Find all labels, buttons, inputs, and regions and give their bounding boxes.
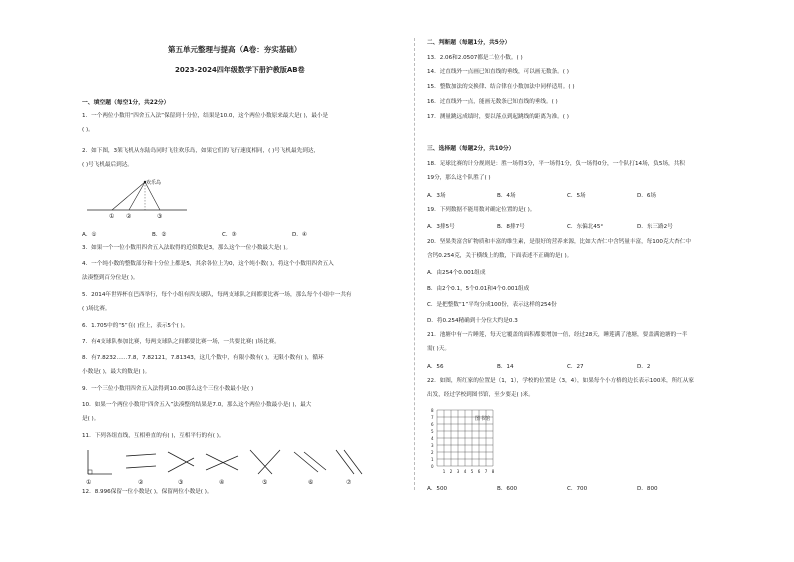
- question-8-line-2: 小数是( )，最大的数是( )。: [82, 369, 151, 375]
- judge-16: 16．过直线外一点，能画无数条已知直线的垂线。( ): [427, 99, 558, 105]
- grid-y-label: 7: [431, 415, 434, 420]
- route-3: [145, 182, 160, 210]
- question-2-line-1: 2．如下图，3架飞机从东陆岛同时飞往欢乐岛，如果它们的飞行速度相同，( )号飞机最先到达，: [82, 148, 320, 154]
- c20-option-d: D．将0.254精确到十分位大约是0.3: [427, 318, 518, 324]
- choice-20-line-2: 含钙0.254克，关于横线上的数，下面表述不正确的是( )。: [427, 253, 573, 259]
- pair-2-line-b: [126, 466, 156, 468]
- c18-option-a: A．3场: [427, 193, 446, 199]
- c22-option-b: B．600: [497, 486, 518, 492]
- judge-15: 15．整数加法的交换律、结合律在小数加法中同样适用。( ): [427, 84, 575, 90]
- pair-7-line-a: [336, 450, 354, 474]
- grid-x-label: 4: [463, 469, 467, 474]
- question-4-line-2: 法凑整到百分位是( )。: [82, 275, 139, 281]
- pair-4-label: ④: [219, 479, 225, 486]
- judge-14: 14．过直线外一点画已知直线的垂线，可以画无数条。( ): [427, 69, 569, 75]
- pair-1-label: ①: [86, 479, 92, 486]
- happy-island-label: 欢乐岛: [146, 180, 162, 186]
- grid-y-label: 1: [431, 457, 434, 462]
- c19-option-c: C．东偏北45°: [567, 224, 604, 230]
- choice-21-line-1: 21．池塘中有一片睡莲，每天它覆盖的面积都要增加一倍，经过28天，睡莲满了池塘，要盖满池塘的一半: [427, 332, 688, 338]
- plane-1-mark: ①: [109, 213, 115, 220]
- c22-option-c: C．700: [567, 486, 588, 492]
- choice-22-line-1: 22．如图，所红家的位置是（1，1），学校的位置是（3，4），如果每个小方格的边长表示100米，所红从家: [427, 378, 694, 384]
- right-angle-mark: [88, 470, 92, 474]
- section-fill-blank-heading: 一、填空题（每空1分，共22分）: [82, 100, 170, 106]
- c22-option-a: A．500: [427, 486, 448, 492]
- pair-5-label: ⑤: [262, 479, 268, 486]
- route-2: [129, 182, 145, 210]
- pair-3-line-a: [168, 452, 194, 466]
- question-3: 3．如果一个一位小数用四舍五入法取得的近似数是3，那么这个一位小数最大是( )。: [82, 245, 292, 251]
- grid-map: [427, 406, 507, 478]
- question-5-line-2: ( )场比赛。: [82, 306, 111, 312]
- c19-option-b: B．8排7号: [497, 224, 525, 230]
- q2-option-d: D．④: [292, 232, 307, 238]
- grid-y-label: 5: [431, 429, 434, 434]
- c21-option-d: D．2: [637, 364, 651, 370]
- pair-2-line-a: [126, 454, 156, 456]
- question-10-line-2: 是( )。: [82, 416, 100, 422]
- q2-option-a: A．①: [82, 232, 97, 238]
- grid-y-label: 0: [431, 464, 434, 469]
- grid-x-label: 6: [477, 469, 481, 474]
- grid-x-labels: [443, 469, 495, 474]
- choice-21-line-2: 需( )天。: [427, 346, 450, 352]
- judge-17: 17．测量跳远成绩时，要以落点到起跳线的距离为准。( ): [427, 114, 569, 120]
- route-1: [112, 182, 145, 210]
- page-title: 第五单元整理与提高（A卷：夯实基础）: [168, 45, 302, 54]
- q2-option-b: B．②: [152, 232, 167, 238]
- c22-option-d: D．800: [637, 486, 658, 492]
- c20-option-c: C．是把整数“1”平均分成100份，表示这样的254份: [427, 302, 557, 308]
- choice-18-line-1: 18．足球比赛的计分规则是：胜一场得3分，平一场得1分，负一场得0分，一个队打14场，负5场，共积: [427, 161, 685, 167]
- pair-6-line-a: [294, 452, 318, 472]
- pair-3-label: ③: [178, 479, 184, 486]
- c20-option-b: B．由2个0.1，5个0.01和4个0.001组成: [427, 286, 530, 292]
- c18-option-d: D．6场: [637, 193, 657, 199]
- section-true-false-heading: 二、判断题（每题1分，共5分）: [427, 40, 511, 46]
- column-divider: [414, 38, 415, 490]
- c20-option-a: A．由254个0.001组成: [427, 270, 486, 276]
- question-7: 7．有4支球队参加比赛，每两支球队之间都要比赛一场，一共要比赛( )场比赛。: [82, 339, 280, 345]
- plane-3-mark: ③: [157, 213, 163, 220]
- flight-diagram: [82, 172, 192, 222]
- choice-19: 19．下列数据不能用数对确定位置的是( )。: [427, 207, 536, 213]
- grid-x-label: 3: [456, 469, 460, 474]
- grid-x-label: 7: [484, 469, 488, 474]
- pair-2-label: ②: [138, 479, 144, 486]
- pair-7-label: ⑦: [346, 479, 352, 486]
- question-11: 11．下列各组直线，互相垂直的有( )，互相平行的有( )。: [82, 433, 225, 439]
- c18-option-b: B．4场: [497, 193, 516, 199]
- line-pairs-figure: [82, 444, 372, 486]
- choice-22-line-2: 出发，经过学校到图书馆，至少要走( )米。: [427, 392, 534, 398]
- question-5-line-1: 5．2014年世界杯在巴西举行，每个小组有四支球队，每两支球队之间都要比赛一场，那么每个小组中一共有: [82, 292, 352, 298]
- grid-x-label: 5: [470, 469, 474, 474]
- grid-y-label: 2: [431, 450, 434, 455]
- question-8-line-1: 8．有7.8232……7.8，7.82121，7.81343，这几个数中，有限小数有( )，无限小数有( )，循环: [82, 355, 324, 361]
- grid-y-label: 4: [431, 436, 434, 441]
- question-2-line-2: ( )号飞机最后到达。: [82, 162, 133, 168]
- q2-option-c: C．③: [222, 232, 237, 238]
- c21-option-c: C．27: [567, 364, 584, 370]
- pair-6-label: ⑥: [308, 479, 314, 486]
- question-10-line-1: 10．如果一个两位小数用“四舍五入”法凑整的结果是7.0，那么这个两位小数最小是( )，最大: [82, 402, 312, 408]
- c19-option-a: A．3排5号: [427, 224, 455, 230]
- pair-6-line-b: [304, 452, 326, 470]
- c21-option-a: A．56: [427, 364, 444, 370]
- choice-18-line-2: 19分，那么这个队胜了( ): [427, 175, 491, 181]
- question-6: 6．1.705中的“5”在( )位上，表示5个( )。: [82, 323, 189, 329]
- grid-y-label: 6: [431, 422, 434, 427]
- c18-option-c: C．5场: [567, 193, 586, 199]
- grid-y-label: 3: [431, 443, 434, 448]
- c21-option-b: B．14: [497, 364, 514, 370]
- plane-2-mark: ②: [126, 213, 132, 220]
- judge-13: 13．2.06和2.0507都是二位小数。( ): [427, 55, 523, 61]
- page-subtitle: 2023-2024四年级数学下册沪教版AB卷: [175, 66, 305, 74]
- library-label: 图书馆: [475, 416, 491, 422]
- pair-7-line-b: [344, 450, 362, 474]
- question-9: 9．一个三位小数用四舍五入法得到10.00那么这个三位小数最小是( ): [82, 386, 254, 392]
- choice-20-line-1: 20．坚果类富含矿物质和丰富的维生素，是很好的营养来源，比如大杏仁中含钙量丰富，每100克大杏仁中: [427, 239, 691, 245]
- grid-y-label: 8: [431, 408, 434, 413]
- grid-x-label: 8: [491, 469, 495, 474]
- section-choice-heading: 三、选择题（每题2分，共10分）: [427, 146, 515, 152]
- c19-option-d: D．东三路2号: [637, 224, 673, 230]
- question-1-line-2: ( )。: [82, 127, 94, 133]
- grid-y-labels: [431, 408, 434, 469]
- grid-x-label: 2: [449, 469, 453, 474]
- question-4-line-1: 4．一个纯小数的整数部分和十分位上都是5，其余各位上为0，这个纯小数( )，将这个小数用四舍五入: [82, 261, 334, 267]
- pair-3-line-b: [168, 458, 194, 472]
- grid-x-label: 1: [442, 469, 446, 474]
- question-12: 12．8.996保留一位小数是( )，保留两位小数是( )。: [82, 489, 213, 495]
- question-1-line-1: 1．一个两位小数用“四舍五入法”保留到十分位，结果是10.0，这个两位小数原来最大是( )，最小是: [82, 113, 329, 119]
